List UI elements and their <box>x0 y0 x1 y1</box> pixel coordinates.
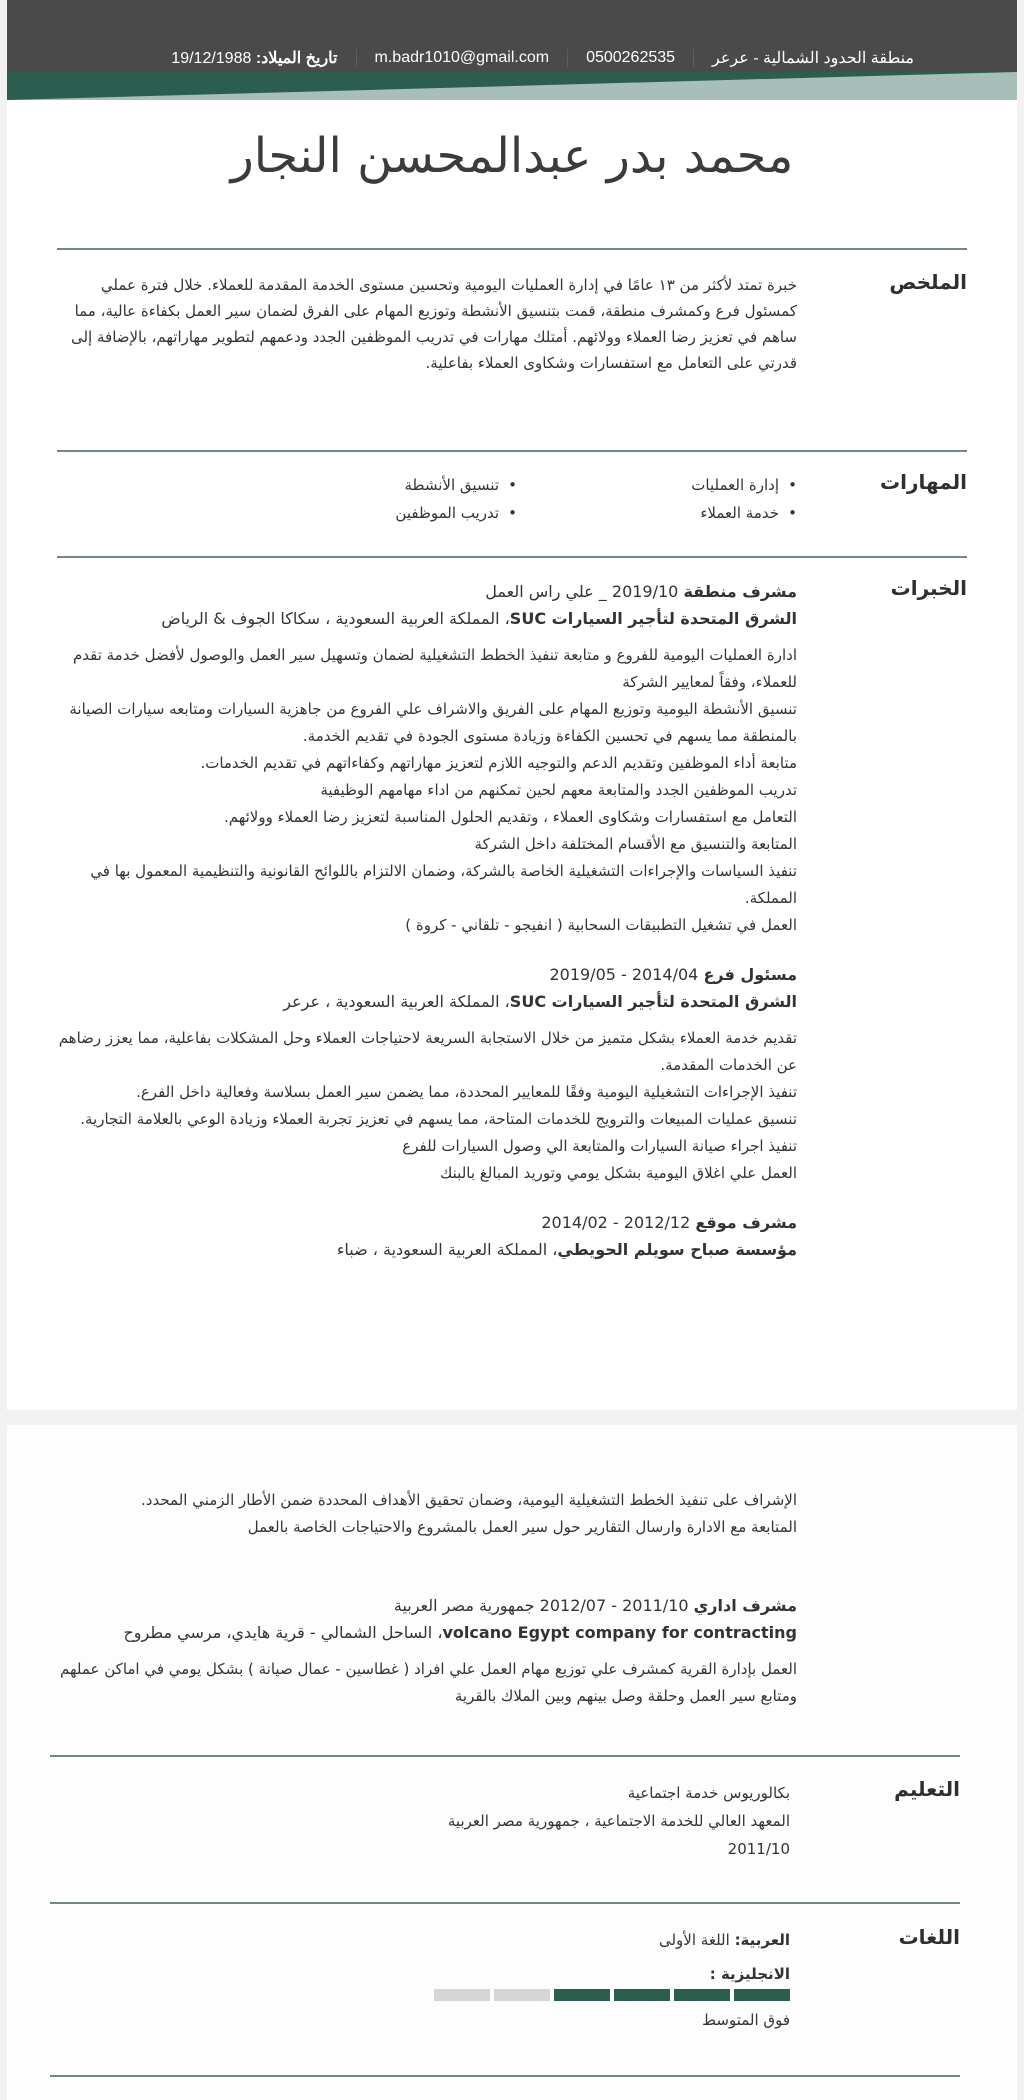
job-entry <box>57 1592 797 1710</box>
job-duties <box>57 1487 797 1541</box>
education-section <box>50 1777 960 1877</box>
summary-section <box>57 270 967 420</box>
job-dates: 2012/12 - 2014/02 <box>541 1213 691 1232</box>
contact-phone[interactable]: 0500262535 <box>586 49 676 66</box>
job-location: ، المملكة العربية السعودية ، سكاكا الجوف & الرياض <box>161 609 510 628</box>
summary-title: الملخص <box>889 270 967 294</box>
job-company: الشرق المتحدة لتأجير السيارات SUC <box>509 992 797 1011</box>
education-date: 2011/10 <box>727 1840 790 1858</box>
job-duties <box>57 642 797 939</box>
contact-location: منطقة الحدود الشمالية - عرعر <box>712 50 914 67</box>
job-entry <box>57 1209 797 1263</box>
education-degree: بكالوريوس خدمة اجتماعية <box>627 1784 790 1802</box>
job-dates: 2011/10 - 2012/07 جمهورية مصر العربية <box>393 1596 689 1615</box>
duty-item: العمل في تشغيل التطبيقات السحابية ( انفيجو - تلقاني - كروة ) <box>405 916 797 934</box>
education-title: التعليم <box>894 1777 960 1801</box>
job-company: volcano Egypt company for contracting <box>442 1623 797 1642</box>
job-dates: 2019/10 _ علي راس العمل <box>485 582 679 601</box>
experience-continued-2 <box>57 1590 967 1710</box>
job-company: مؤسسة صباح سويلم الحويطي <box>557 1240 797 1259</box>
contact-divider <box>356 49 357 67</box>
language-english <box>50 1961 790 1987</box>
experience-continued <box>57 1485 967 1575</box>
job-location: ، المملكة العربية السعودية ، عرعر <box>283 992 510 1011</box>
section-divider <box>57 248 967 250</box>
duty-item: تقديم خدمة العملاء بشكل متميز من خلال الاستجابة السريعة لاحتياجات العملاء وحل المشكلات بفاعلية، مما يعزز رضاهم عن الخدمات المقدمة. <box>58 1029 797 1074</box>
language-name: الانجليزية : <box>709 1965 790 1983</box>
duty-item: التعامل مع استفسارات وشكاوى العملاء ، وتقديم الحلول المناسبة لتعزيز رضا العملاء وولائهم. <box>223 808 797 826</box>
languages-title: اللغات <box>898 1925 960 1949</box>
resume-page-2 <box>7 1425 1017 2100</box>
job-duties <box>57 1656 797 1710</box>
language-level-bar <box>50 1989 790 2001</box>
contact-email[interactable]: m.badr1010@gmail.com <box>374 49 550 66</box>
job-title: مسئول فرع <box>703 965 797 984</box>
job-company: الشرق المتحدة لتأجير السيارات SUC <box>509 609 797 628</box>
language-level: فوق المتوسط <box>702 2011 790 2029</box>
language-level: اللغة الأولى <box>658 1931 730 1949</box>
contact-divider <box>693 49 694 67</box>
duty-item: تنفيذ السياسات والإجراءات التشغيلية الخاصة بالشركة، وضمان الالتزام باللوائح القانونية والتنظيمية المعمول بها في المملكة. <box>90 862 797 907</box>
summary-text: خبرة تمتد لأكثر من ١٣ عامًا في إدارة العمليات اليومية وتحسين مستوى الخدمة المقدمة للعملاء. خلال فترة عملي كمسئول فرع وكمشرف منطقة، قمت بتنسيق الأنشطة وتوزيع المهام على الفرق لضمان سير العمل بكفاءة عالية، مما ساهم في تعزيز رضا العملاء وولائهم. أمتلك مهارات في تدريب الموظفين الجدد ودعمهم لتطوير مهاراتهم، بالإضافة إلى قدرتي على التعامل مع استفسارات وشكاوى العملاء بفاعلية. <box>70 276 797 372</box>
level-segment-filled <box>674 1989 730 2001</box>
section-divider <box>50 2075 960 2077</box>
contact-dob <box>153 48 355 68</box>
job-title: مشرف موقع <box>695 1213 797 1232</box>
skill-item: • تدريب الموظفين <box>237 500 517 526</box>
contact-divider <box>567 49 568 67</box>
dob-value: 19/12/1988 <box>171 50 252 67</box>
level-segment-empty <box>494 1989 550 2001</box>
level-segment-filled <box>614 1989 670 2001</box>
section-divider <box>57 450 967 452</box>
duty-item: تنفيذ الإجراءات التشغيلية اليومية وفقًا للمعايير المحددة، مما يضمن سير العمل بسلاسة وفعالية داخل الفرع. <box>136 1083 797 1101</box>
job-entry <box>57 578 797 939</box>
experience-title: الخبرات <box>890 576 967 600</box>
section-divider <box>50 1902 960 1904</box>
skills-title: المهارات <box>880 470 967 494</box>
section-divider <box>57 556 967 558</box>
duty-item: الإشراف على تنفيذ الخطط التشغيلية اليومية، وضمان تحقيق الأهداف المحددة ضمن الأطار الزمني المحدد. <box>141 1491 797 1509</box>
duty-item: تنفيذ اجراء صيانة السيارات والمتابعة الي وصول السيارات للفرع <box>402 1137 797 1155</box>
skill-item: • تنسيق الأنشطة <box>237 472 517 498</box>
duty-item: المتابعة والتنسيق مع الأقسام المختلفة داخل الشركة <box>474 835 797 853</box>
dob-label: تاريخ الميلاد: <box>255 50 338 67</box>
job-entry <box>57 961 797 1187</box>
job-duties <box>57 1025 797 1187</box>
duty-item: متابعة أداء الموظفين وتقديم الدعم والتوجيه اللازم لتعزيز مهاراتهم وكفاءاتهم في تقديم الخدمات. <box>200 754 797 772</box>
duty-item: تنسيق عمليات المبيعات والترويج للخدمات المتاحة، مما يسهم في تعزيز تجربة العملاء وزيادة الوعي بالعلامة التجارية. <box>80 1110 797 1128</box>
job-dates: 2014/04 - 2019/05 <box>549 965 699 984</box>
skill-item: • خدمة العملاء <box>517 500 797 526</box>
duty-item: ادارة العمليات اليومية للفروع و متابعة تنفيذ الخطط التشغيلية لضمان وتسهيل سير العمل والوصول لأفضل خدمة تقدم للعملاء، وفقاً لمعايير الشركة <box>72 646 797 691</box>
skills-section <box>57 470 967 540</box>
resume-page-1 <box>7 0 1017 1410</box>
level-segment-empty <box>434 1989 490 2001</box>
duty-item: تدريب الموظفين الجدد والمتابعة معهم لحين تمكنهم من اداء مهامهم الوظيفية <box>320 781 797 799</box>
education-institution: المعهد العالي للخدمة الاجتماعية ، جمهورية مصر العربية <box>447 1812 790 1830</box>
job-location: ، المملكة العربية السعودية ، ضباء <box>336 1240 558 1259</box>
section-divider <box>50 1755 960 1757</box>
level-segment-filled <box>554 1989 610 2001</box>
language-arabic <box>50 1927 790 1953</box>
languages-section <box>50 1925 960 2045</box>
level-segment-filled <box>734 1989 790 2001</box>
duty-item: العمل علي اغلاق اليومية بشكل يومي وتوريد المبالغ بالبنك <box>440 1164 797 1182</box>
duty-item: العمل بإدارة القرية كمشرف علي توزيع مهام العمل علي افراد ( غطاسين - عمال صيانة ) بشكل يومي في اماكن عملهم ومتابع سير العمل وحلقة وصل بينهم وبين الملاك بالقرية <box>60 1660 797 1705</box>
job-title: مشرف منطقة <box>683 582 797 601</box>
job-location: ، الساحل الشمالي - قرية هايدي، مرسي مطروح <box>123 1623 443 1642</box>
skills-list <box>57 472 797 526</box>
contact-bar <box>7 48 1017 68</box>
duty-item: تنسيق الأنشطة اليومية وتوزيع المهام على الفريق والاشراف علي الفروع من جاهزية السيارات ومتابعه سيارات الصيانة بالمنطقة مما يسهم في تحسين الكفاءة وزيادة مستوى الجودة في تقديم الخدمة. <box>69 700 797 745</box>
language-name: العربية: <box>734 1931 790 1949</box>
experience-section <box>57 576 967 1376</box>
duty-item: المتابعة مع الادارة وارسال التقارير حول سير العمل بالمشروع والاحتياجات الخاصة بالعمل <box>247 1518 797 1536</box>
header-banner <box>7 0 1017 100</box>
job-title: مشرف اداري <box>693 1596 797 1615</box>
skill-item: • إدارة العمليات <box>517 472 797 498</box>
full-name: محمد بدر عبدالمحسن النجار <box>230 128 794 184</box>
